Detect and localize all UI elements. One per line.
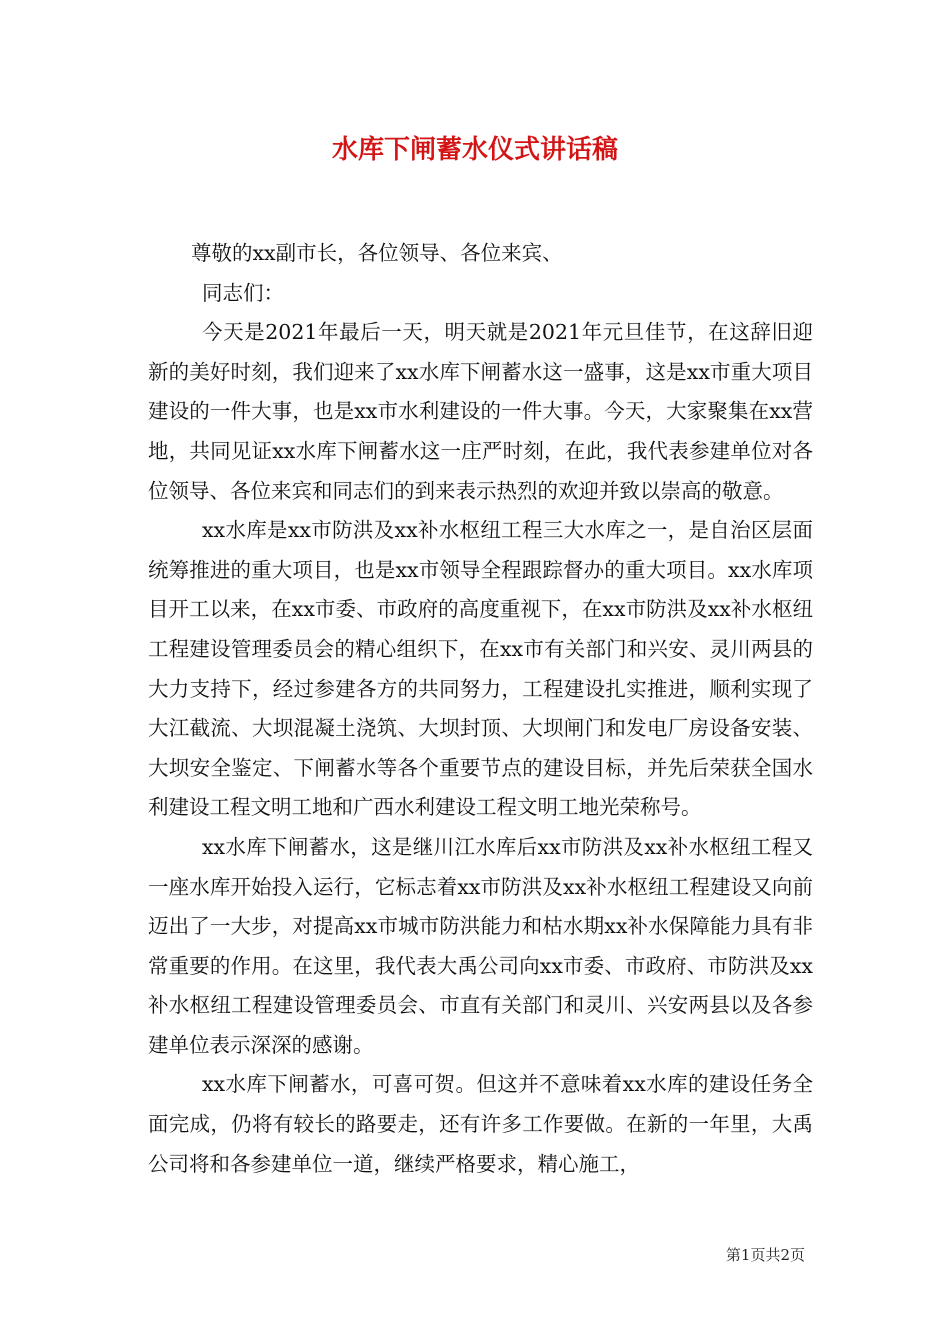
- paragraph-3: xx水库下闸蓄水，这是继川江水库后xx市防洪及xx补水枢纽工程又一座水库开始投入运行，它标志着xx市防洪及xx补水枢纽工程建设又向前迈出了一大步，对提高xx市城市防洪能力和枯水期xx补水保障能力具有非常重要的作用。在这里，我代表大禹公司向xx市委、市政府、市防洪及xx补水枢纽工程建设管理委员会、市直有关部门和灵川、兴安两县以及各参建单位表示深深的感谢。: [148, 834, 813, 1057]
- document-title: 水库下闸蓄水仪式讲话稿: [331, 135, 618, 165]
- paragraph-2: xx水库是xx市防洪及xx补水枢纽工程三大水库之一，是自治区层面统筹推进的重大项目，也是xx市领导全程跟踪督办的重大项目。xx水库项目开工以来，在xx市委、市政府的高度重视下，在xx市防洪及xx补水枢纽工程建设管理委员会的精心组织下，在xx市有关部门和兴安、灵川两县的大力支持下，经过参建各方的共同努力，工程建设扎实推进，顺利实现了大江截流、大坝混凝土浇筑、大坝封顶、大坝闸门和发电厂房设备安装、大坝安全鉴定、下闸蓄水等各个重要节点的建设目标，并先后荣获全国水利建设工程文明工地和广西水利建设工程文明工地光荣称号。: [148, 518, 813, 820]
- paragraph-1: 今天是2021年最后一天，明天就是2021年元旦佳节，在这辞旧迎新的美好时刻，我们迎来了xx水库下闸蓄水这一盛事，这是xx市重大项目建设的一件大事，也是xx市水利建设的一件大事。今天，大家聚集在xx营地，共同见证xx水库下闸蓄水这一庄严时刻，在此，我代表参建单位对各位领导、各位来宾和同志们的到来表示热烈的欢迎并致以崇高的敬意。: [148, 320, 813, 503]
- salutation-line-2: 同志们：: [202, 280, 284, 305]
- page-number: 第1页共2页: [725, 1246, 805, 1264]
- salutation-line-1: 尊敬的xx副市长，各位领导、各位来宾、: [191, 241, 563, 265]
- paragraph-4: xx水库下闸蓄水，可喜可贺。但这并不意味着xx水库的建设任务全面完成，仍将有较长的路要走，还有许多工作要做。在新的一年里，大禹公司将和各参建单位一道，继续严格要求，精心施工，: [148, 1072, 813, 1176]
- document-body: [148, 234, 813, 1184]
